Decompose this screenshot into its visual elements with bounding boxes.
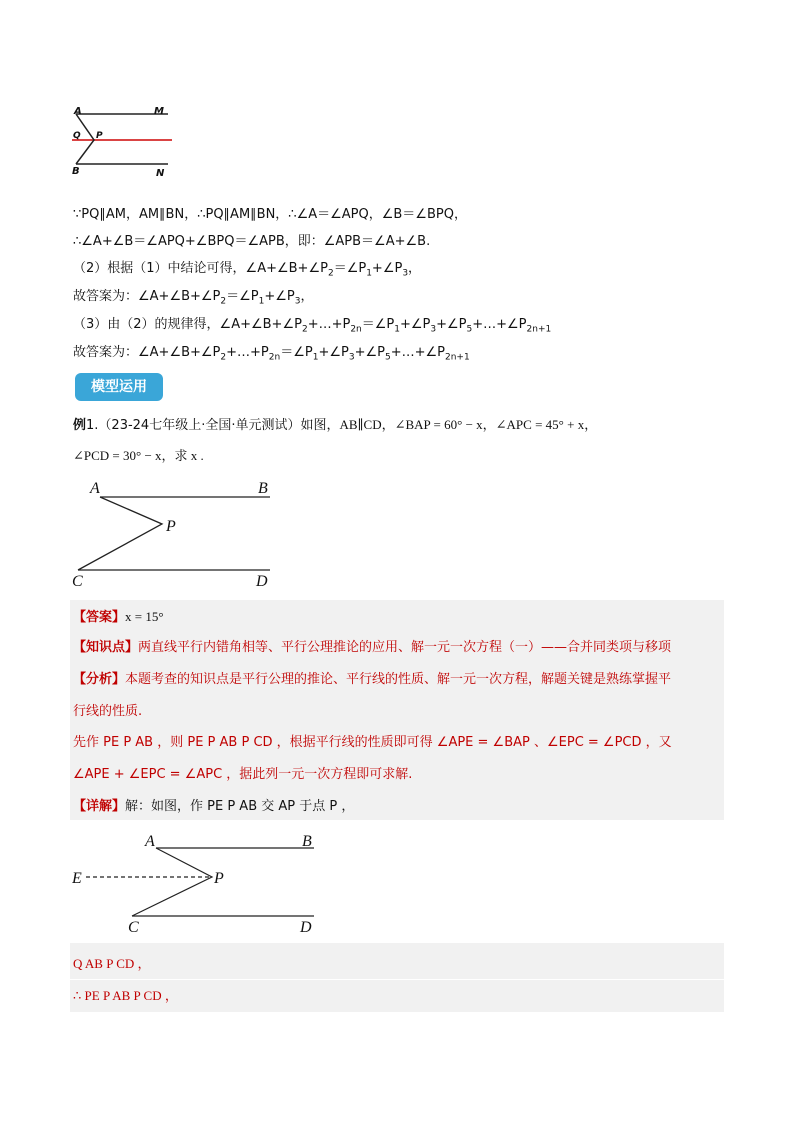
knowledge-line (73, 639, 671, 657)
figure-2 (70, 476, 285, 591)
analysis-tag: 【分析】 (73, 672, 126, 687)
example-line-2 (73, 447, 204, 465)
label-d: D (300, 919, 312, 936)
sub: 2 (220, 296, 227, 307)
label-d: D (256, 573, 268, 590)
knowledge-text: 两直线平行内错角相等、平行公理推论的应用、解一元一次方程（一）——合并同类项与移项 (138, 640, 672, 655)
analysis-line-4 (73, 766, 412, 784)
label-a: A (90, 480, 100, 497)
solution-line-5 (73, 316, 551, 339)
solution-text-6a: 故答案为：∠A+∠B+∠P (73, 345, 221, 360)
example-source: （23-24七年级上·全国·单元测试）如图， (98, 418, 340, 433)
sub: 3 (402, 268, 409, 279)
example-condition-2: ∠PCD = 30° − x，求 x . (73, 448, 204, 463)
example-line-1 (73, 416, 597, 435)
solution-line-4 (73, 288, 314, 311)
label-q: Q (73, 131, 81, 141)
sub: 2 (301, 324, 308, 335)
solution-line-3 (73, 260, 421, 283)
solution-text-3c: +∠P (371, 261, 403, 276)
solution-line-1 (73, 206, 467, 224)
sub: 2n (350, 324, 362, 335)
sub: 3 (430, 324, 437, 335)
solution-text-6e: +∠P (354, 345, 385, 360)
knowledge-tag: 【知识点】 (73, 640, 139, 655)
figure-1 (68, 102, 178, 182)
solution-text-5f: +…+∠P (472, 317, 527, 332)
solution-text-5e: +∠P (436, 317, 467, 332)
label-c: C (128, 919, 139, 936)
solution-text-6b: +…+P (226, 345, 269, 360)
label-c: C (72, 573, 83, 590)
sub: 1 (312, 352, 319, 363)
solution-text-6c: ＝∠P (280, 345, 313, 360)
sub: 2 (220, 352, 227, 363)
solution-text-3a: （2）根据（1）中结论可得，∠A+∠B+∠P (73, 261, 328, 276)
label-p: P (166, 518, 176, 535)
answer-line (73, 608, 164, 627)
answer-tag: 【答案】 (73, 610, 126, 625)
detail-line (73, 798, 354, 816)
sub: 1 (394, 324, 400, 335)
example-number: 1. (86, 418, 99, 433)
step-line-2 (73, 987, 178, 1005)
label-a: A (145, 833, 155, 850)
solution-text-6f: +…+∠P (390, 345, 445, 360)
section-badge: 模型运用 (75, 373, 163, 401)
solution-text-2: ∴∠A+∠B＝∠APQ+∠BPQ＝∠APB，即：∠APB＝∠A+∠B. (73, 234, 431, 249)
zigzag-apc (78, 497, 162, 570)
label-p: P (96, 131, 103, 141)
solution-text-5b: +…+P (307, 317, 351, 332)
label-e: E (72, 870, 82, 887)
solution-text-4b: ＝∠P (226, 289, 259, 304)
analysis-text-3: 先作 PE P AB ，则 PE P AB P CD ，根据平行线的性质即可得 ∠APE = ∠BAP 、∠EPC = ∠PCD ，又 (73, 735, 672, 750)
sub: 2n (268, 352, 281, 363)
sub: 5 (466, 324, 473, 335)
solution-text-1: ∵PQ∥AM，AM∥BN，∴PQ∥AM∥BN，∴∠A＝∠APQ，∠B＝∠BPQ， (73, 207, 467, 222)
comma: ， (300, 289, 314, 304)
analysis-text-2: 行线的性质. (73, 704, 143, 719)
step-text-2: ∴ PE P AB P CD ， (73, 988, 178, 1003)
sub: 2 (327, 268, 334, 279)
solution-text-5a: （3）由（2）的规律得，∠A+∠B+∠P (73, 317, 302, 332)
analysis-text-4: ∠APE + ∠EPC = ∠APC ，据此列一元一次方程即可求解. (73, 767, 413, 782)
example-prefix: 例 (73, 418, 87, 433)
solution-text-5d: +∠P (399, 317, 431, 332)
analysis-line-3 (73, 734, 672, 752)
answer-text: x = 15° (125, 609, 164, 624)
solution-text-6d: +∠P (318, 345, 349, 360)
label-b: B (258, 480, 268, 497)
step-block-1 (70, 943, 724, 979)
solution-line-6 (73, 344, 470, 367)
detail-tag: 【详解】 (73, 799, 126, 814)
sub: 1 (366, 268, 372, 279)
step-text-1: Q AB P CD ， (73, 956, 151, 971)
analysis-text-1: 本题考查的知识点是平行公理的推论、平行线的性质、解一元一次方程，解题关键是熟练掌握平 (125, 672, 672, 687)
sub: 3 (348, 352, 355, 363)
solution-text-4a: 故答案为：∠A+∠B+∠P (73, 289, 221, 304)
answer-block (70, 600, 724, 820)
sub: 2n+1 (444, 352, 470, 363)
label-b: B (302, 833, 312, 850)
solution-line-2 (73, 233, 430, 251)
label-b: B (72, 166, 80, 177)
comma: ， (408, 261, 422, 276)
step-line-1 (73, 955, 151, 973)
example-condition-1: AB∥CD，∠BAP = 60° − x，∠APC = 45° + x， (339, 417, 598, 432)
analysis-line-1 (73, 671, 671, 689)
solution-text-5c: ＝∠P (361, 317, 395, 332)
sub: 5 (384, 352, 391, 363)
label-a: A (74, 106, 82, 117)
analysis-line-2 (73, 703, 142, 721)
sub: 3 (294, 296, 301, 307)
solution-text-3b: ＝∠P (333, 261, 367, 276)
label-m: M (154, 106, 164, 117)
solution-text-4c: +∠P (264, 289, 295, 304)
sub: 1 (258, 296, 265, 307)
label-p: P (214, 870, 224, 887)
detail-text: 解：如图，作 PE P AB 交 AP 于点 P ， (125, 799, 355, 814)
label-n: N (156, 168, 165, 179)
sub: 2n+1 (526, 324, 552, 335)
figure-3 (72, 828, 317, 940)
